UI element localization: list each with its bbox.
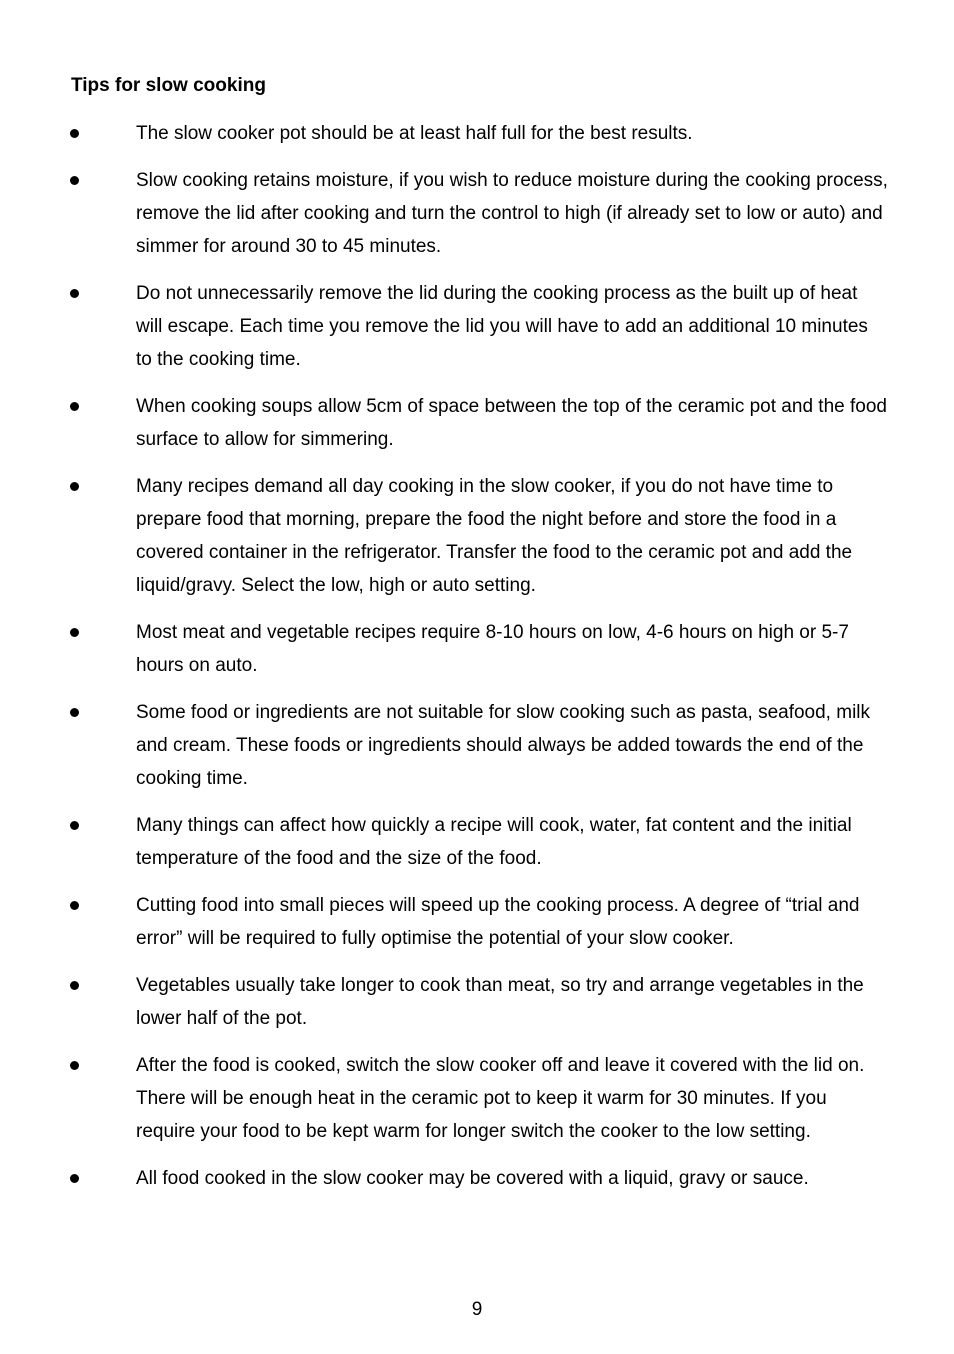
tips-list <box>0 117 954 1209</box>
tip-text: All food cooked in the slow cooker may be covered with a liquid, gravy or sauce. <box>136 1168 809 1189</box>
page-number: 9 <box>471 1299 483 1320</box>
bullet-icon <box>70 981 79 990</box>
bullet-icon <box>70 628 79 637</box>
tip-text: Some food or ingredients are not suitable for slow cooking such as pasta, seafood, milk and cream. These foods or ingredients should always be added towards the end of the cooking time. <box>136 702 871 789</box>
list-item <box>0 470 954 602</box>
bullet-icon <box>70 482 79 491</box>
list-item <box>0 969 954 1035</box>
bullet-icon <box>70 821 79 830</box>
list-item <box>0 1049 954 1148</box>
bullet-icon <box>70 1174 79 1183</box>
list-item <box>0 696 954 795</box>
bullet-icon <box>70 402 79 411</box>
tip-text: Many things can affect how quickly a recipe will cook, water, fat content and the initial temperature of the food and the size of the food. <box>136 815 852 869</box>
tip-text: Slow cooking retains moisture, if you wish to reduce moisture during the cooking process, remove the lid after cooking and turn the control to high (if already set to low or auto) and simmer for around 30 to 45 minutes. <box>136 170 888 257</box>
section-heading: Tips for slow cooking <box>71 75 266 96</box>
list-item <box>0 1162 954 1195</box>
tip-text: After the food is cooked, switch the slow cooker off and leave it covered with the lid on. There will be enough heat in the ceramic pot to keep it warm for 30 minutes. If you require your food to be kept warm for longer switch the cooker to the low setting. <box>136 1055 865 1142</box>
bullet-icon <box>70 129 79 138</box>
tip-text: When cooking soups allow 5cm of space between the top of the ceramic pot and the food surface to allow for simmering. <box>136 396 887 450</box>
list-item <box>0 616 954 682</box>
bullet-icon <box>70 1061 79 1070</box>
list-item <box>0 390 954 456</box>
list-item <box>0 164 954 263</box>
tip-text: Many recipes demand all day cooking in the slow cooker, if you do not have time to prepare food that morning, prepare the food the night before and store the food in a covered container in the refrigerator. Transfer the food to the ceramic pot and add the liquid/gravy. Select the low, high or auto setting. <box>136 476 853 596</box>
tip-text: The slow cooker pot should be at least half full for the best results. <box>136 123 693 144</box>
list-item <box>0 277 954 376</box>
list-item <box>0 809 954 875</box>
bullet-icon <box>70 176 79 185</box>
bullet-icon <box>70 901 79 910</box>
list-item <box>0 117 954 150</box>
bullet-icon <box>70 708 79 717</box>
tip-text: Vegetables usually take longer to cook than meat, so try and arrange vegetables in the lower half of the pot. <box>136 975 864 1029</box>
bullet-icon <box>70 289 79 298</box>
list-item <box>0 889 954 955</box>
tip-text: Do not unnecessarily remove the lid during the cooking process as the built up of heat will escape. Each time you remove the lid you will have to add an additional 10 minutes to the cooking time. <box>136 283 868 370</box>
tip-text: Most meat and vegetable recipes require 8-10 hours on low, 4-6 hours on high or 5-7 hours on auto. <box>136 622 849 676</box>
tip-text: Cutting food into small pieces will speed up the cooking process. A degree of “trial and error” will be required to fully optimise the potential of your slow cooker. <box>136 895 860 949</box>
